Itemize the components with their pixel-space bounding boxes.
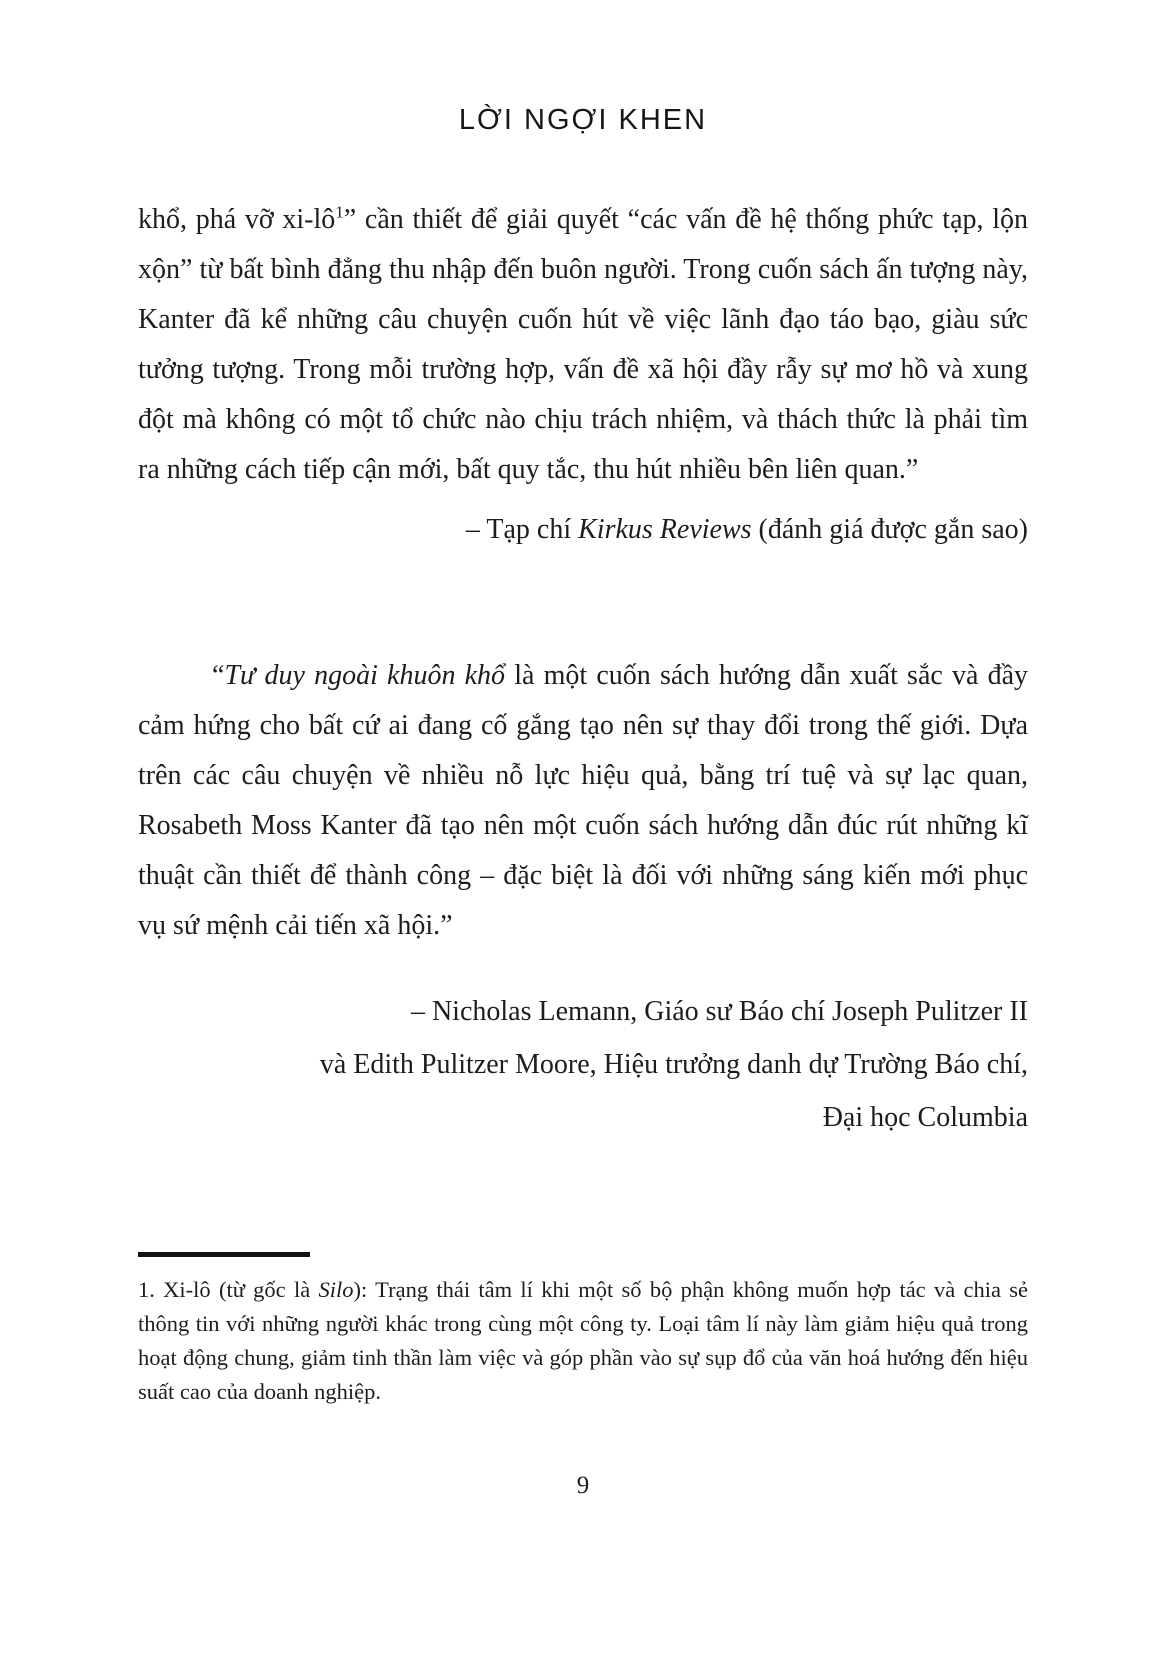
footnote-term-silo: Silo (318, 1277, 354, 1302)
quote1-text-after-superscript: ” cần thiết để giải quyết “các vấn đề hệ thống phức tạp, lộn xộn” từ bất bình đẳng thu nhập đến buôn người. Trong cuốn sách ấn tượng này, Kanter đã kể những câu chuyện cuốn hút về việc lãnh đạo táo bạo, giàu sức tưởng tượng. Trong mỗi trường hợp, vấn đề xã hội đầy rẫy sự mơ hồ và xung đột mà không có một tổ chức nào chịu trách nhiệm, và thách thức là phải tìm ra những cách tiếp cận mới, bất quy tắc, thu hút nhiều bên liên quan.” (138, 204, 1028, 485)
quote1-text-before-superscript: khổ, phá vỡ xi-lô (138, 204, 336, 235)
attribution-kirkus-prefix: – Tạp chí (465, 514, 579, 545)
attribution-lemann (138, 985, 1028, 1144)
footnote-area (138, 1252, 1028, 1409)
page-number: 9 (576, 1472, 590, 1499)
quote2-opening-quote: “ (212, 660, 225, 691)
page-title: LỜI NGỢI KHEN (458, 104, 708, 136)
attribution-kirkus (138, 505, 1028, 555)
attribution-lemann-line-3: Đại học Columbia (822, 1102, 1028, 1133)
attribution-kirkus-source-name: Kirkus Reviews (578, 514, 752, 545)
attribution-lemann-line-1: – Nicholas Lemann, Giáo sư Báo chí Joseph Pulitzer II (410, 996, 1028, 1027)
footnote-suffix: ): Trạng thái tâm lí khi một số bộ phận không muốn hợp tác và chia sẻ thông tin với những người khác trong cùng một công ty. Loại tâm lí này làm giảm hiệu quả trong hoạt động chung, giảm tinh thần làm việc và góp phần vào sự sụp đổ của văn hoá hướng đến hiệu suất cao của doanh nghiệp. (138, 1277, 1028, 1404)
footnote-divider (138, 1252, 310, 1257)
praise-quote-1 (138, 195, 1028, 495)
footnote-prefix: 1. Xi-lô (từ gốc là (138, 1277, 319, 1302)
attribution-lemann-line-2: và Edith Pulitzer Moore, Hiệu trưởng danh dự Trường Báo chí, (319, 1049, 1028, 1080)
attribution-kirkus-suffix: (đánh giá được gắn sao) (751, 514, 1028, 545)
footnote-text (138, 1273, 1028, 1409)
quote2-text: là một cuốn sách hướng dẫn xuất sắc và đầy cảm hứng cho bất cứ ai đang cố gắng tạo nên sự thay đổi trong thế giới. Dựa trên các câu chuyện về nhiều nỗ lực hiệu quả, bằng trí tuệ và sự lạc quan, Rosabeth Moss Kanter đã tạo nên một cuốn sách hướng dẫn đúc rút những kĩ thuật cần thiết để thành công – đặc biệt là đối với những sáng kiến mới phục vụ sứ mệnh cải tiến xã hội.” (138, 660, 1029, 941)
quote2-book-title: Tư duy ngoài khuôn khổ (224, 660, 506, 691)
footnote-reference-1: 1 (335, 202, 344, 222)
praise-quote-2 (138, 651, 1028, 951)
